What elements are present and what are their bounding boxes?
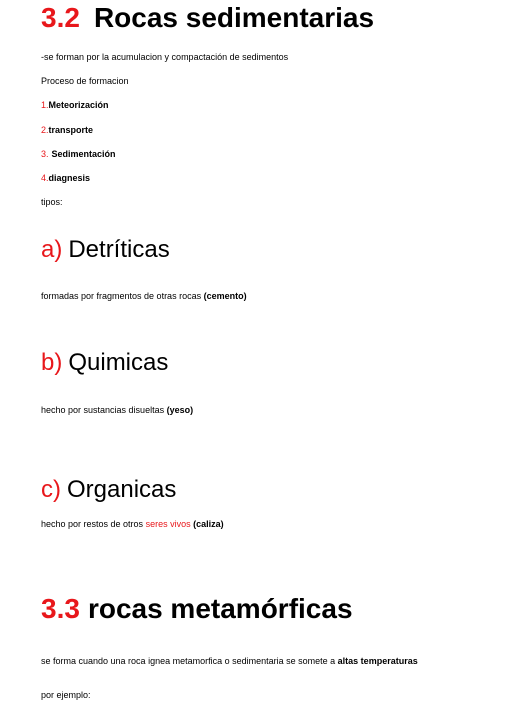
description-example: (caliza) <box>193 519 224 529</box>
type-heading-quimicas <box>41 349 168 377</box>
step-number: 1. <box>41 100 49 110</box>
step-number: 4. <box>41 173 49 183</box>
type-heading-organicas <box>41 476 176 504</box>
section-title: Rocas sedimentarias <box>93 2 375 33</box>
process-step-1 <box>41 99 109 111</box>
type-name: Detríticas <box>68 236 170 263</box>
description-example: (cemento) <box>203 291 247 301</box>
step-label: diagnesis <box>48 173 91 183</box>
step-label: transporte <box>48 125 94 135</box>
process-step-3 <box>41 148 116 160</box>
step-number: 3. <box>41 149 49 159</box>
type-name: Quimicas <box>68 349 169 376</box>
section-number: 3.2 <box>41 2 80 33</box>
types-label: tipos: <box>41 197 63 207</box>
type-letter: b) <box>41 349 63 376</box>
highlighted-text: seres vivos <box>145 519 191 529</box>
section-2-intro <box>41 655 418 667</box>
section-number: 3.3 <box>41 593 80 624</box>
type-description-detriticas <box>41 290 247 302</box>
type-letter: c) <box>41 476 61 503</box>
type-description-quimicas <box>41 404 193 416</box>
step-label: Meteorización <box>48 100 109 110</box>
process-heading: Proceso de formacion <box>41 76 129 86</box>
section-heading-3-3 <box>41 592 353 626</box>
section-heading-3-2 <box>41 1 374 35</box>
step-number: 2. <box>41 125 49 135</box>
process-step-4 <box>41 172 90 184</box>
description-text: formadas por fragmentos de otras rocas <box>41 291 204 301</box>
intro-text: se forma cuando una roca ignea metamorfica o sedimentaria se somete a <box>41 656 338 666</box>
intro-text: -se forman por la acumulacion y compactación de sedimentos <box>41 52 289 62</box>
example-label: por ejemplo: <box>41 690 91 700</box>
type-name: Organicas <box>67 476 177 503</box>
description-example: (yeso) <box>166 405 194 415</box>
intro-highlight: altas temperaturas <box>337 656 418 666</box>
description-text: hecho por restos de otros <box>41 519 146 529</box>
section-title: rocas metamórficas <box>87 593 353 624</box>
type-description-organicas <box>41 518 224 530</box>
process-step-2 <box>41 124 93 136</box>
description-text: hecho por sustancias disueltas <box>41 405 167 415</box>
step-label: Sedimentación <box>51 149 116 159</box>
type-heading-detriticas <box>41 236 170 264</box>
type-letter: a) <box>41 236 63 263</box>
